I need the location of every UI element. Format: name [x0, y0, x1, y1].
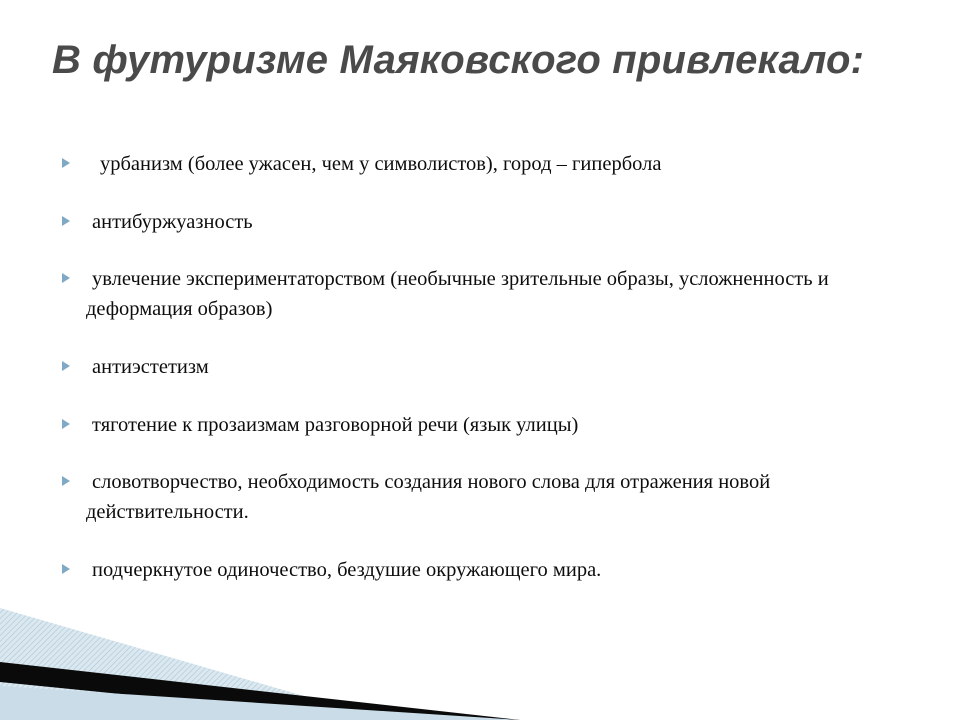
- list-item-text: словотворчество, необходимость создания нового слова для отражения новой действительности.: [86, 471, 771, 524]
- list-item: [60, 353, 905, 383]
- bullet-list: [60, 150, 905, 613]
- triangle-right-icon: [60, 468, 86, 487]
- list-item-text: тяготение к прозаизмам разговорной речи (язык улицы): [92, 413, 579, 436]
- list-item: [60, 208, 905, 238]
- list-item-text: увлечение экспериментаторством (необычные зрительные образы, усложненность и деформация образов): [86, 268, 829, 321]
- page-title: В футуризме Маяковского привлекало:: [52, 38, 865, 82]
- triangle-right-icon: [60, 353, 86, 372]
- list-item: [60, 556, 905, 586]
- triangle-right-icon: [60, 556, 86, 575]
- triangle-right-icon: [60, 208, 86, 227]
- triangle-right-icon: [60, 150, 86, 169]
- triangle-right-icon: [60, 411, 86, 430]
- list-item-text: подчеркнутое одиночество, бездушие окружающего мира.: [92, 558, 602, 581]
- list-item: [60, 411, 905, 441]
- list-item-text: антиэстетизм: [92, 355, 209, 378]
- list-item-text: антибуржуазность: [92, 210, 253, 233]
- list-item: [60, 150, 905, 180]
- list-item: [60, 468, 905, 527]
- list-item: [60, 265, 905, 324]
- triangle-right-icon: [60, 265, 86, 284]
- list-item-text: урбанизм (более ужасен, чем у символистов), город – гипербола: [100, 153, 662, 175]
